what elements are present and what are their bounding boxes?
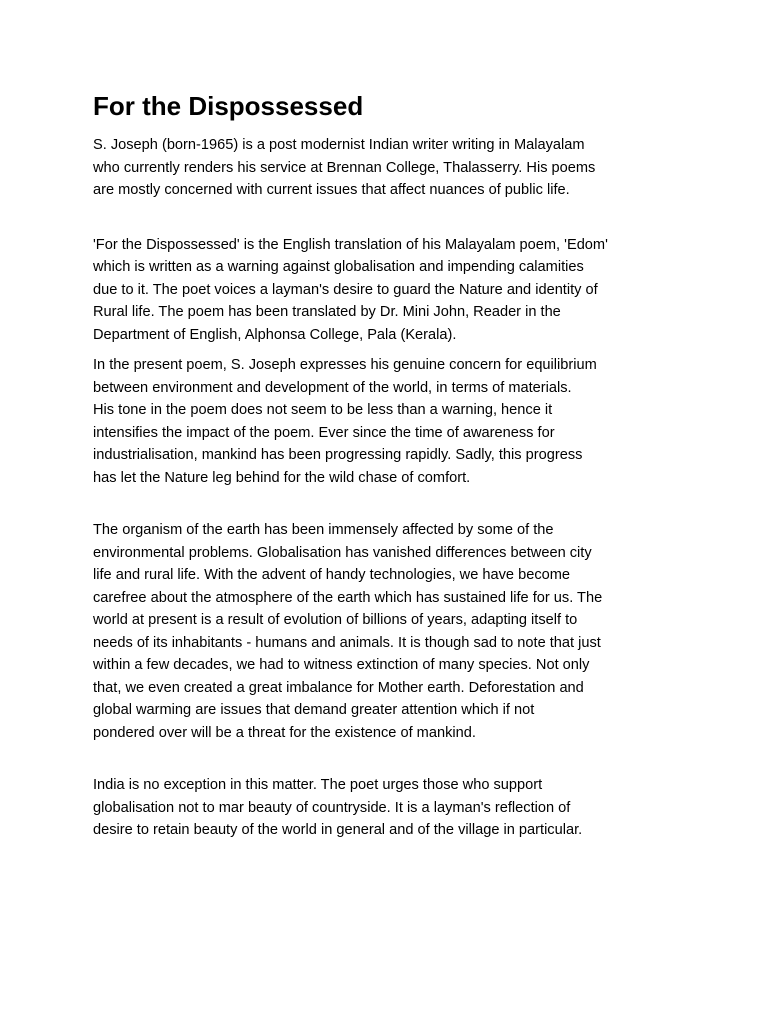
text-line: global warming are issues that demand greater attention which if not [93,702,535,718]
document-page [93,86,683,842]
paragraph-environment [93,519,683,744]
text-line: In the present poem, S. Joseph expresses his genuine concern for equilibrium [93,357,597,373]
text-line: who currently renders his service at Brennan College, Thalasserry. His poems [93,159,596,176]
text-line: His tone in the poem does not seem to be less than a warning, hence it [93,402,553,418]
text-line: world at present is a result of evolution of billions of years, adapting itself to [93,612,578,628]
paragraph-intro [93,134,683,202]
text-line: needs of its inhabitants - humans and animals. It is though sad to note that just [93,634,601,651]
text-line: that, we even created a great imbalance for Mother earth. Deforestation and [93,679,584,696]
text-line: S. Joseph (born-1965) is a post modernist Indian writer writing in Malayalam [93,137,585,153]
text-line: intensifies the impact of the poem. Ever since the time of awareness for [93,424,555,441]
text-line: life and rural life. With the advent of handy technologies, we have become [93,567,571,583]
text-line: industrialisation, mankind has been progressing rapidly. Sadly, this progress [93,447,583,463]
text-line: 'For the Dispossessed' is the English translation of his Malayalam poem, 'Edom' [93,236,608,253]
paragraph-concern [93,354,683,489]
text-line: Department of English, Alphonsa College, Pala (Kerala). [93,326,457,343]
text-line: Rural life. The poem has been translated by Dr. Mini John, Reader in the [93,304,561,320]
text-line: environmental problems. Globalisation has vanished differences between city [93,544,592,561]
text-line: desire to retain beauty of the world in general and of the village in particular. [93,822,583,838]
paragraph-translation [93,234,683,347]
text-line: The organism of the earth has been immensely affected by some of the [93,522,554,538]
text-line: has let the Nature leg behind for the wild chase of comfort. [93,469,471,486]
text-line: which is written as a warning against globalisation and impending calamities [93,259,584,275]
text-line: globalisation not to mar beauty of countryside. It is a layman's reflection of [93,799,571,816]
text-line: are mostly concerned with current issues that affect nuances of public life. [93,182,570,198]
text-line: due to it. The poet voices a layman's desire to guard the Nature and identity of [93,281,598,298]
text-line: within a few decades, we had to witness extinction of many species. Not only [93,657,590,673]
text-line: pondered over will be a threat for the existence of mankind. [93,724,476,741]
text-line: India is no exception in this matter. The poet urges those who support [93,777,543,793]
paragraph-india [93,774,683,842]
document-title: For the Dispossessed [93,91,364,121]
text-line: carefree about the atmosphere of the earth which has sustained life for us. The [93,589,603,606]
text-line: between environment and development of the world, in terms of materials. [93,379,572,396]
